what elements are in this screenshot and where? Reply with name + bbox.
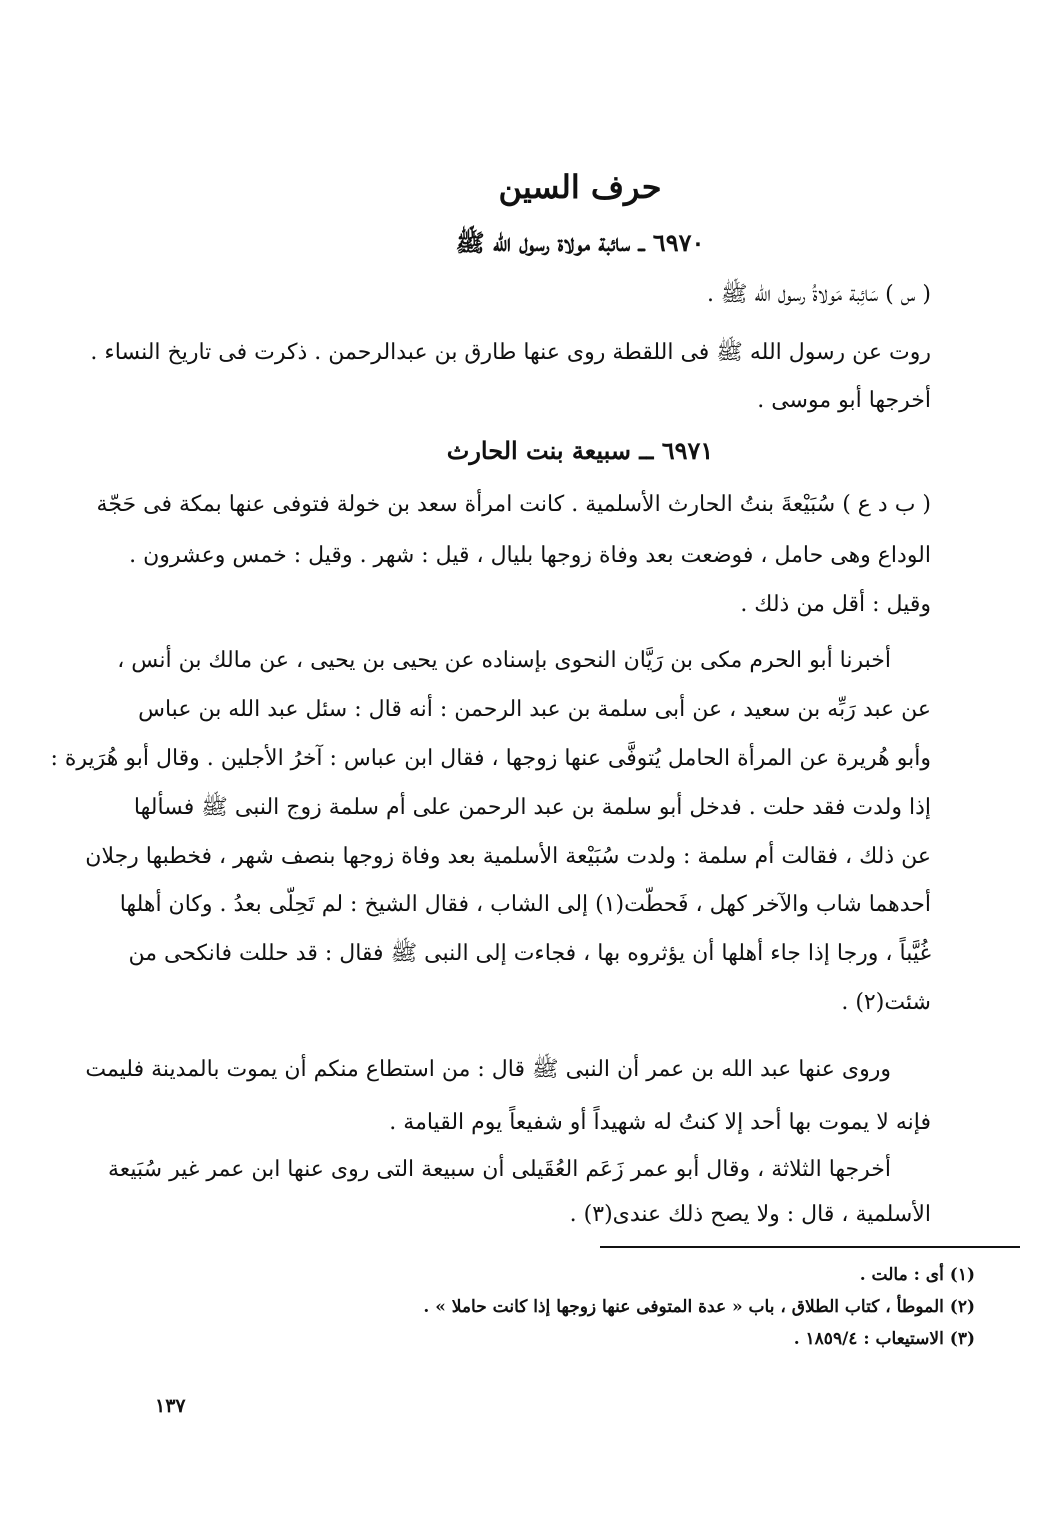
footnote-divider	[600, 1246, 1020, 1248]
entry-heading: ٦٩٧٠ ــ سائبة مولاة رسول الله ﷺ	[455, 228, 705, 257]
text-line: الوداع وهى حامل ، فوضعت بعد وفاة زوجها بليال ، قيل : شهر . وقيل : خمس وعشرون .	[129, 543, 931, 568]
chapter-title: حرف السين	[498, 168, 662, 206]
text-line: أخرجها الثلاثة ، وقال أبو عمر زَعَم العُقَيلى أن سبيعة التى روى عنها ابن عمر غير سُبَيعة	[107, 1157, 891, 1182]
text-line: إذا ولدت فقد حلت . فدخل أبو سلمة بن عبد الرحمن على أم سلمة زوج النبى ﷺ فسألها	[133, 795, 931, 820]
text-line: عن ذلك ، فقالت أم سلمة : ولدت سُبَيْعة الأسلمية بعد وفاة زوجها بنصف شهر ، فخطبها رجلان	[85, 844, 931, 869]
footnote: (٣) الاستيعاب : ١٨٥٩/٤ .	[793, 1329, 975, 1349]
text-line: فإنه لا يموت بها أحد إلا كنتُ له شهيداً أو شفيعاً يوم القيامة .	[389, 1110, 931, 1135]
text-line: ( ب د ع ) سُبَيْعةَ بنتُ الحارث الأسلمية . كانت امرأة سعد بن خولة فتوفى عنها بمكة فى حَجّة	[96, 492, 931, 517]
text-line: عن عبد رَبِّه بن سعيد ، عن أبى سلمة بن عبد الرحمن : أنه قال : سئل عبد الله بن عباس	[138, 697, 931, 722]
text-line: غُيَّباً ، ورجا إذا جاء أهلها أن يؤثروه بها ، فجاءت إلى النبى ﷺ فقال : قد حللت فانكحى من	[128, 941, 931, 966]
text-line: وأبو هُريرة عن المرأة الحامل يُتوفَّى عنها زوجها ، فقال ابن عباس : آخرُ الأجلين . وقال أبو هُرَيرة :	[50, 746, 931, 771]
text-line: روت عن رسول الله ﷺ فى اللقطة روى عنها طارق بن عبدالرحمن . ذكرت فى تاريخ النساء .	[90, 340, 931, 365]
footnote: (٢) الموطأ ، كتاب الطلاق ، باب « عدة المتوفى عنها زوجها إذا كانت حاملا » .	[423, 1297, 975, 1317]
text-line: أخبرنا أبو الحرم مكى بن رَيَّان النحوى بإسناده عن يحيى بن يحيى ، عن مالك بن أنس ،	[117, 648, 891, 673]
entry-heading: ٦٩٧١ ــ سبيعة بنت الحارث	[446, 436, 714, 465]
text-line: أخرجها أبو موسى .	[757, 388, 931, 413]
text-line: ( س ) سَائِبة مَولاةُ رسول الله ﷺ .	[706, 282, 931, 307]
text-line: أحدهما شاب والآخر كهل ، فَحطّت(١) إلى الشاب ، فقال الشيخ : لم تَحِلّى بعدُ . وكان أهلها	[119, 892, 931, 917]
text-line: وقيل : أقل من ذلك .	[740, 592, 931, 617]
page-number: ١٣٧	[155, 1395, 186, 1417]
text-line: الأسلمية ، قال : ولا يصح ذلك عندى(٣) .	[569, 1202, 931, 1227]
footnote: (١) أى : مالت .	[859, 1265, 975, 1285]
text-line: وروى عنها عبد الله بن عمر أن النبى ﷺ قال : من استطاع منكم أن يموت بالمدينة فليمت	[85, 1057, 891, 1082]
text-line: شئت(٢) .	[841, 990, 931, 1015]
